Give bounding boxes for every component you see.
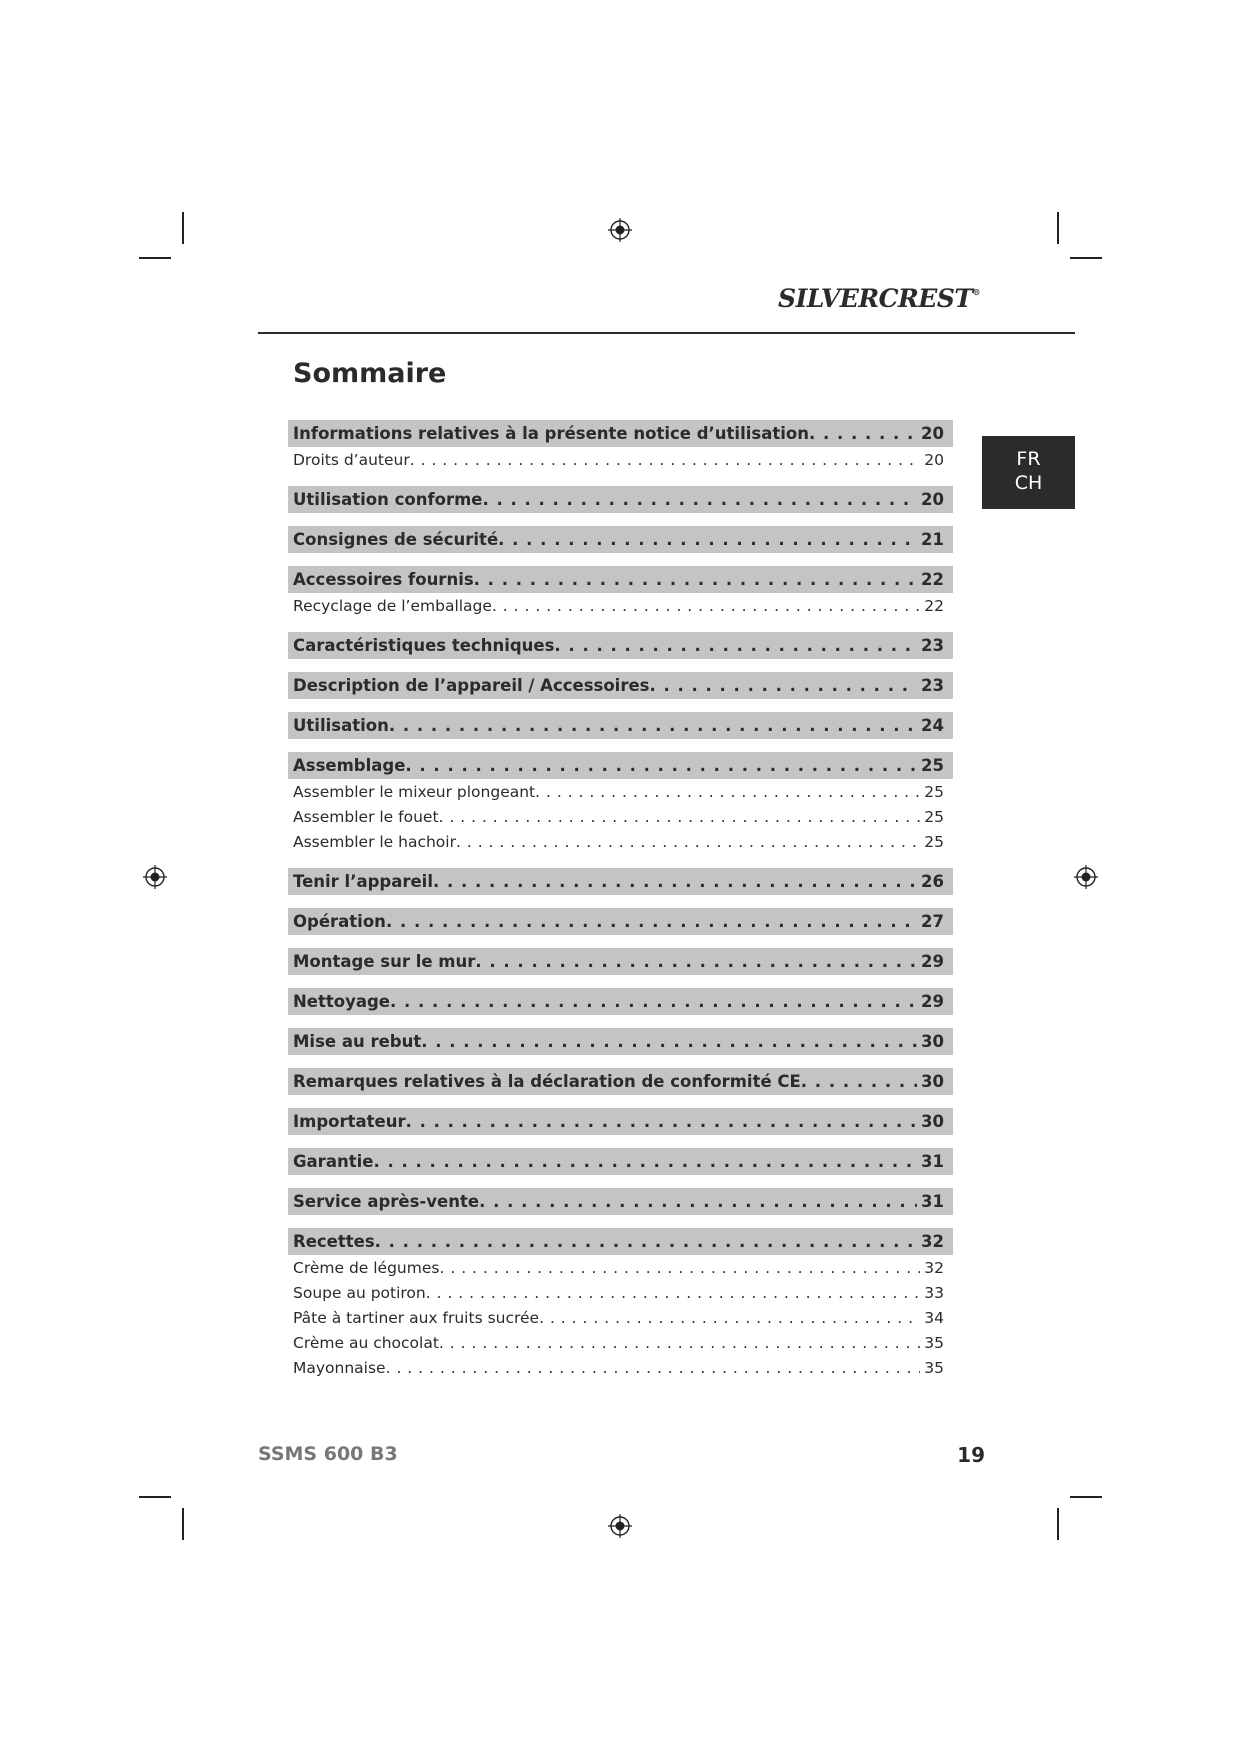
toc-section-row[interactable] [288, 868, 953, 895]
toc-leader-dots [456, 830, 920, 855]
toc-subsection-group [288, 593, 953, 619]
toc-subsection-page: 34 [924, 1309, 944, 1327]
toc-section-row[interactable] [288, 486, 953, 513]
toc-leader-dots [406, 1108, 917, 1135]
language-tab-line1: FR [1016, 448, 1041, 470]
toc-section-page: 30 [921, 1112, 944, 1131]
toc-leader-dots [373, 1148, 917, 1175]
toc-section-page: 24 [921, 716, 944, 735]
toc-subsection-row[interactable] [288, 1281, 953, 1306]
toc-section-row[interactable] [288, 1068, 953, 1095]
brand-name-part1: SILVER [778, 284, 879, 313]
toc-subsection-page: 25 [924, 808, 944, 826]
crop-mark [1070, 257, 1102, 259]
toc-section-page: 25 [921, 756, 944, 775]
toc-subsection-group [288, 447, 953, 473]
toc-section-page: 20 [921, 490, 944, 509]
toc-section-row[interactable] [288, 752, 953, 779]
toc-subsection-page: 35 [924, 1334, 944, 1352]
toc-section-row[interactable] [288, 1108, 953, 1135]
toc-leader-dots [492, 594, 920, 619]
toc-section-title: Informations relatives à la présente notice d’utilisation [293, 424, 809, 443]
footer-model: SSMS 600 B3 [258, 1443, 398, 1465]
toc-leader-dots [386, 908, 917, 935]
toc-section-title: Assemblage [293, 756, 406, 775]
toc-section-row[interactable] [288, 566, 953, 593]
header-rule [258, 332, 1075, 334]
footer-page-number: 19 [957, 1443, 985, 1467]
toc-leader-dots [801, 1068, 917, 1095]
toc-section-title: Caractéristiques techniques [293, 636, 555, 655]
toc-leader-dots [649, 672, 917, 699]
toc-subsection-page: 32 [924, 1259, 944, 1277]
toc-subsection-title: Pâte à tartiner aux fruits sucrée [293, 1309, 540, 1327]
toc-section-title: Utilisation conforme [293, 490, 483, 509]
toc-subsection-row[interactable] [288, 1356, 953, 1381]
toc-subsection-title: Recyclage de l’emballage [293, 597, 492, 615]
toc-section-page: 20 [921, 424, 944, 443]
crop-mark [1057, 212, 1059, 244]
toc-leader-dots [439, 805, 921, 830]
toc-subsection-row[interactable] [288, 805, 953, 830]
language-tab-line2: CH [1014, 472, 1043, 494]
toc-subsection-title: Assembler le fouet [293, 808, 439, 826]
toc-leader-dots [410, 448, 921, 473]
toc-section-title: Nettoyage [293, 992, 391, 1011]
toc-leader-dots [498, 526, 917, 553]
toc-section-title: Tenir l’appareil [293, 872, 433, 891]
toc-subsection-group [288, 1255, 953, 1381]
toc-leader-dots [539, 1306, 920, 1331]
registered-mark: ® [972, 287, 980, 297]
crop-mark [1070, 1496, 1102, 1498]
toc-section-page: 31 [921, 1192, 944, 1211]
toc-subsection-page: 25 [924, 783, 944, 801]
toc-subsection-row[interactable] [288, 1256, 953, 1281]
toc-subsection-title: Assembler le mixeur plongeant [293, 783, 536, 801]
toc-subsection-title: Assembler le hachoir [293, 833, 456, 851]
toc-section-title: Garantie [293, 1152, 374, 1171]
registration-mark-icon [143, 865, 167, 889]
toc-section-row[interactable] [288, 1148, 953, 1175]
toc-subsection-row[interactable] [288, 448, 953, 473]
toc-subsection-page: 33 [924, 1284, 944, 1302]
toc-section-title: Montage sur le mur [293, 952, 476, 971]
toc-section-page: 21 [921, 530, 944, 549]
toc-section-title: Service après-vente [293, 1192, 480, 1211]
toc-subsection-page: 25 [924, 833, 944, 851]
toc-section-page: 23 [921, 636, 944, 655]
toc-section-title: Consignes de sécurité [293, 530, 499, 549]
toc-leader-dots [426, 1281, 921, 1306]
toc-section-row[interactable] [288, 526, 953, 553]
toc-section-page: 29 [921, 992, 944, 1011]
toc-section-title: Importateur [293, 1112, 406, 1131]
toc-leader-dots [433, 868, 917, 895]
toc-section-page: 32 [921, 1232, 944, 1251]
toc-leader-dots [809, 420, 917, 447]
crop-mark [1057, 1508, 1059, 1540]
toc-subsection-title: Crème au chocolat [293, 1334, 439, 1352]
toc-section-row[interactable] [288, 712, 953, 739]
toc-section-row[interactable] [288, 632, 953, 659]
toc-subsection-title: Crème de légumes [293, 1259, 440, 1277]
toc-leader-dots [439, 1331, 920, 1356]
toc-subsection-row[interactable] [288, 1331, 953, 1356]
toc-subsection-group [288, 779, 953, 855]
toc-section-page: 31 [921, 1152, 944, 1171]
brand-name-part2: CREST [878, 284, 973, 313]
toc-leader-dots [475, 948, 917, 975]
toc-subsection-title: Droits d’auteur [293, 451, 410, 469]
toc-subsection-page: 35 [924, 1359, 944, 1377]
toc-section-row[interactable] [288, 672, 953, 699]
toc-subsection-page: 22 [924, 597, 944, 615]
toc-subsection-row[interactable] [288, 830, 953, 855]
toc-section-title: Utilisation [293, 716, 389, 735]
toc-section-page: 27 [921, 912, 944, 931]
registration-mark-icon [1074, 865, 1098, 889]
toc-leader-dots [405, 752, 917, 779]
toc-section-row[interactable] [288, 988, 953, 1015]
language-tab [982, 436, 1075, 509]
toc-subsection-row[interactable] [288, 1306, 953, 1331]
registration-mark-icon [608, 1514, 632, 1538]
toc-leader-dots [439, 1256, 920, 1281]
crop-mark [139, 1496, 171, 1498]
toc-section-title: Recettes [293, 1232, 375, 1251]
toc-leader-dots [482, 486, 917, 513]
toc-section-page: 26 [921, 872, 944, 891]
crop-mark [182, 1508, 184, 1540]
toc-leader-dots [421, 1028, 917, 1055]
toc-section-row[interactable] [288, 420, 953, 447]
crop-mark [139, 257, 171, 259]
toc-leader-dots [535, 780, 920, 805]
toc-section-title: Remarques relatives à la déclaration de conformité CE [293, 1072, 801, 1091]
brand-logo [760, 284, 980, 324]
toc-subsection-title: Mayonnaise [293, 1359, 386, 1377]
toc-section-page: 22 [921, 570, 944, 589]
toc-leader-dots [474, 566, 917, 593]
toc-subsection-page: 20 [924, 451, 944, 469]
toc-section-row[interactable] [288, 908, 953, 935]
table-of-contents [288, 420, 953, 1381]
toc-section-row[interactable] [288, 1228, 953, 1255]
toc-section-page: 29 [921, 952, 944, 971]
toc-section-page: 23 [921, 676, 944, 695]
toc-section-row[interactable] [288, 1028, 953, 1055]
toc-leader-dots [389, 712, 917, 739]
toc-section-page: 30 [921, 1072, 944, 1091]
toc-section-title: Description de l’appareil / Accessoires [293, 676, 650, 695]
toc-section-title: Mise au rebut [293, 1032, 422, 1051]
crop-mark [182, 212, 184, 244]
toc-section-title: Accessoires fournis [293, 570, 474, 589]
toc-subsection-row[interactable] [288, 594, 953, 619]
toc-subsection-row[interactable] [288, 780, 953, 805]
toc-section-row[interactable] [288, 948, 953, 975]
toc-leader-dots [390, 988, 917, 1015]
toc-leader-dots [479, 1188, 917, 1215]
toc-leader-dots [375, 1228, 917, 1255]
toc-section-title: Opération [293, 912, 386, 931]
toc-subsection-title: Soupe au potiron [293, 1284, 426, 1302]
toc-section-page: 30 [921, 1032, 944, 1051]
page-title: Sommaire [293, 358, 447, 389]
registration-mark-icon [608, 218, 632, 242]
toc-leader-dots [554, 632, 917, 659]
toc-leader-dots [386, 1356, 921, 1381]
toc-section-row[interactable] [288, 1188, 953, 1215]
